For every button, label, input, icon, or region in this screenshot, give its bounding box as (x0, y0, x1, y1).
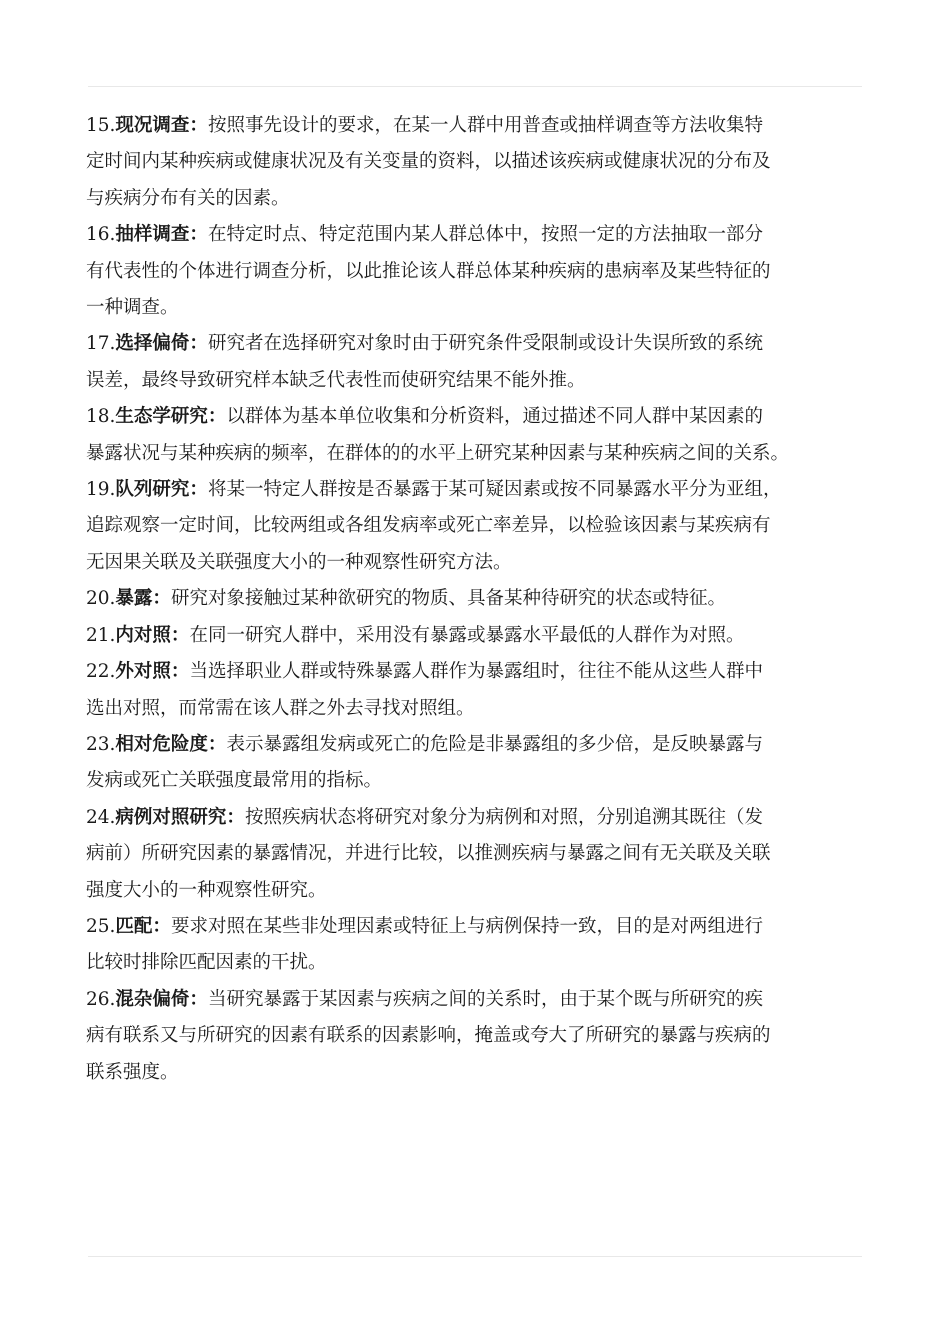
definition-line (86, 1018, 866, 1054)
definition-line (86, 982, 866, 1018)
definition-line (86, 508, 866, 544)
entry-number: 22. (86, 661, 116, 683)
definition-line (86, 945, 866, 981)
definition-line (86, 545, 866, 581)
definition-line (86, 108, 866, 144)
definition-entry (86, 399, 866, 472)
entry-term: 病例对照研究： (115, 806, 245, 828)
definition-text: 无因果关联及关联强度大小的一种观察性研究方法。 (86, 551, 512, 573)
definition-text: 暴露状况与某种疾病的频率，在群体的的水平上研究某种因素与某种疾病之间的关系。 (86, 442, 790, 464)
entry-term: 生态学研究： (115, 406, 227, 428)
definition-text: 以群体为基本单位收集和分析资料，通过描述不同人群中某因素的 (226, 406, 763, 428)
entry-number: 26. (86, 988, 116, 1010)
definition-line (86, 763, 866, 799)
definition-line (86, 326, 866, 362)
definition-text: 当研究暴露于某因素与疾病之间的关系时，由于某个既与所研究的疾 (207, 988, 763, 1010)
definition-text: 联系强度。 (86, 1061, 179, 1083)
definition-line (86, 290, 866, 326)
definition-text: 研究者在选择研究对象时由于研究条件受限制或设计失误所致的系统 (207, 333, 763, 355)
entry-number: 25. (86, 915, 116, 937)
definition-text: 当选择职业人群或特殊暴露人群作为暴露组时，往往不能从这些人群中 (189, 661, 763, 683)
definition-line (86, 217, 866, 253)
definition-text: 强度大小的一种观察性研究。 (86, 879, 327, 901)
definition-text: 一种调查。 (86, 297, 179, 319)
definition-entry (86, 108, 866, 217)
definition-entry (86, 909, 866, 982)
definition-line (86, 873, 866, 909)
definition-entry (86, 618, 866, 654)
entry-term: 匹配： (115, 915, 171, 937)
entry-number: 21. (86, 624, 116, 646)
definition-line (86, 1055, 866, 1091)
definition-text: 要求对照在某些非处理因素或特征上与病例保持一致，目的是对两组进行 (170, 915, 763, 937)
entry-number: 18. (86, 406, 116, 428)
definition-line (86, 836, 866, 872)
definition-text: 定时间内某种疾病或健康状况及有关变量的资料，以描述该疾病或健康状况的分布及 (86, 151, 771, 173)
definition-text: 比较时排除匹配因素的干扰。 (86, 952, 327, 974)
definition-text: 有代表性的个体进行调查分析，以此推论该人群总体某种疾病的患病率及某些特征的 (86, 260, 771, 282)
header-rule (88, 86, 862, 87)
entry-number: 24. (86, 806, 116, 828)
entry-term: 相对危险度： (115, 733, 227, 755)
definition-line (86, 181, 866, 217)
definition-text: 选出对照，而常需在该人群之外去寻找对照组。 (86, 697, 475, 719)
definition-entry (86, 727, 866, 800)
definition-entry (86, 217, 866, 326)
definition-entry (86, 982, 866, 1091)
entry-term: 队列研究： (115, 479, 208, 501)
definition-line (86, 909, 866, 945)
definition-text: 与疾病分布有关的因素。 (86, 187, 290, 209)
entry-number: 20. (86, 588, 116, 610)
entry-term: 选择偏倚： (115, 333, 208, 355)
definition-entry (86, 800, 866, 909)
definition-line (86, 581, 866, 617)
definition-entry (86, 581, 866, 617)
definition-line (86, 800, 866, 836)
definition-line (86, 144, 866, 180)
definition-line (86, 436, 866, 472)
definition-line (86, 254, 866, 290)
definition-entry (86, 472, 866, 581)
definition-entry (86, 654, 866, 727)
entry-term: 现况调查： (115, 115, 208, 136)
definition-line (86, 399, 866, 435)
entry-term: 抽样调查： (115, 224, 208, 246)
definition-text: 表示暴露组发病或死亡的危险是非暴露组的多少倍，是反映暴露与 (226, 733, 763, 755)
entry-term: 内对照： (115, 624, 190, 646)
definition-text: 追踪观察一定时间，比较两组或各组发病率或死亡率差异，以检验该因素与某疾病有 (86, 515, 771, 537)
footer-rule (88, 1256, 862, 1257)
entry-term: 暴露： (115, 588, 171, 610)
definition-text: 误差，最终导致研究样本缺乏代表性而使研究结果不能外推。 (86, 369, 586, 391)
definition-text: 按照事先设计的要求，在某一人群中用普查或抽样调查等方法收集特 (207, 115, 763, 136)
definition-line (86, 691, 866, 727)
definition-text: 发病或死亡关联强度最常用的指标。 (86, 770, 383, 792)
entry-number: 15. (86, 115, 116, 136)
entry-number: 16. (86, 224, 116, 246)
definition-text: 研究对象接触过某种欲研究的物质、具备某种待研究的状态或特征。 (170, 588, 726, 610)
definition-text: 病前）所研究因素的暴露情况，并进行比较，以推测疾病与暴露之间有无关联及关联 (86, 843, 771, 865)
definition-text: 在同一研究人群中，采用没有暴露或暴露水平最低的人群作为对照。 (189, 624, 745, 646)
definition-entry (86, 326, 866, 399)
definition-text: 将某一特定人群按是否暴露于某可疑因素或按不同暴露水平分为亚组， (207, 479, 782, 501)
entry-term: 混杂偏倚： (115, 988, 208, 1010)
entry-term: 外对照： (115, 661, 190, 683)
definition-text: 在特定时点、特定范围内某人群总体中，按照一定的方法抽取一部分 (207, 224, 763, 246)
definitions-list (86, 108, 866, 1091)
entry-number: 23. (86, 733, 116, 755)
definition-text: 病有联系又与所研究的因素有联系的因素影响，掩盖或夸大了所研究的暴露与疾病的 (86, 1025, 771, 1047)
definition-line (86, 618, 866, 654)
definition-line (86, 472, 866, 508)
definition-text: 按照疾病状态将研究对象分为病例和对照，分别追溯其既往（发 (244, 806, 763, 828)
definition-line (86, 654, 866, 690)
definition-line (86, 727, 866, 763)
entry-number: 19. (86, 479, 116, 501)
definition-line (86, 363, 866, 399)
entry-number: 17. (86, 333, 116, 355)
